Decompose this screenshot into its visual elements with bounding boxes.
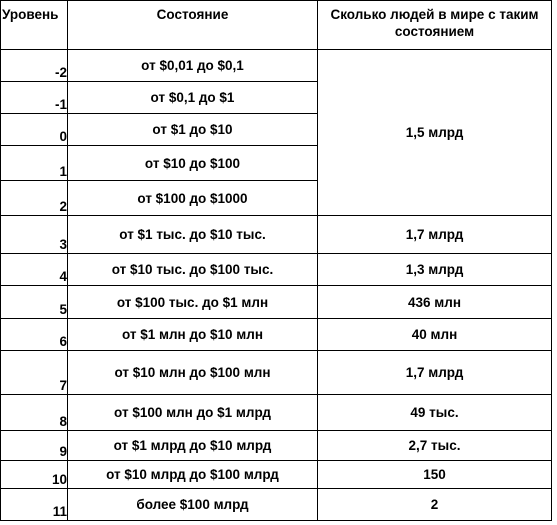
people-count-cell: 2 (318, 489, 552, 521)
wealth-range-cell: от $10 млн до $100 млн (68, 351, 318, 395)
wealth-range-cell: более $100 млрд (68, 489, 318, 521)
level-cell: 6 (1, 319, 68, 351)
table-row (1, 286, 552, 319)
wealth-range-cell: от $0,1 до $1 (68, 82, 318, 114)
people-count-cell: 150 (318, 461, 552, 489)
level-cell: 10 (1, 461, 68, 489)
people-count-cell: 1,7 млрд (318, 216, 552, 254)
level-cell: 5 (1, 286, 68, 319)
level-cell: 0 (1, 114, 68, 146)
people-count-cell: 1,5 млрд (318, 50, 552, 216)
level-cell: -1 (1, 82, 68, 114)
wealth-range-cell: от $10 тыс. до $100 тыс. (68, 254, 318, 286)
level-cell: 7 (1, 351, 68, 395)
level-cell: 2 (1, 181, 68, 216)
people-count-cell: 2,7 тыс. (318, 431, 552, 461)
wealth-range-cell: от $1 до $10 (68, 114, 318, 146)
people-count-cell: 1,3 млрд (318, 254, 552, 286)
people-count-cell: 1,7 млрд (318, 351, 552, 395)
header-people: Сколько людей в мире с таким состоянием (318, 1, 552, 50)
header-level: Уровень (1, 1, 68, 50)
wealth-range-cell: от $10 млрд до $100 млрд (68, 461, 318, 489)
table-row (1, 395, 552, 431)
wealth-range-cell: от $1 млн до $10 млн (68, 319, 318, 351)
people-count-cell: 49 тыс. (318, 395, 552, 431)
people-count-cell: 40 млн (318, 319, 552, 351)
table-row (1, 431, 552, 461)
wealth-range-cell: от $10 до $100 (68, 146, 318, 181)
table-row (1, 489, 552, 521)
level-cell: 1 (1, 146, 68, 181)
level-cell: 11 (1, 489, 68, 521)
table-row (1, 351, 552, 395)
table-row (1, 254, 552, 286)
wealth-range-cell: от $100 млн до $1 млрд (68, 395, 318, 431)
table-row (1, 461, 552, 489)
level-cell: 9 (1, 431, 68, 461)
header-wealth: Состояние (68, 1, 318, 50)
wealth-range-cell: от $1 тыс. до $10 тыс. (68, 216, 318, 254)
table-row (1, 319, 552, 351)
level-cell: 4 (1, 254, 68, 286)
wealth-range-cell: от $0,01 до $0,1 (68, 50, 318, 82)
wealth-range-cell: от $1 млрд до $10 млрд (68, 431, 318, 461)
header-row (1, 1, 552, 50)
wealth-range-cell: от $100 тыс. до $1 млн (68, 286, 318, 319)
table-row (1, 50, 552, 82)
people-count-cell: 436 млн (318, 286, 552, 319)
table-row (1, 216, 552, 254)
level-cell: -2 (1, 50, 68, 82)
level-cell: 3 (1, 216, 68, 254)
level-cell: 8 (1, 395, 68, 431)
wealth-range-cell: от $100 до $1000 (68, 181, 318, 216)
